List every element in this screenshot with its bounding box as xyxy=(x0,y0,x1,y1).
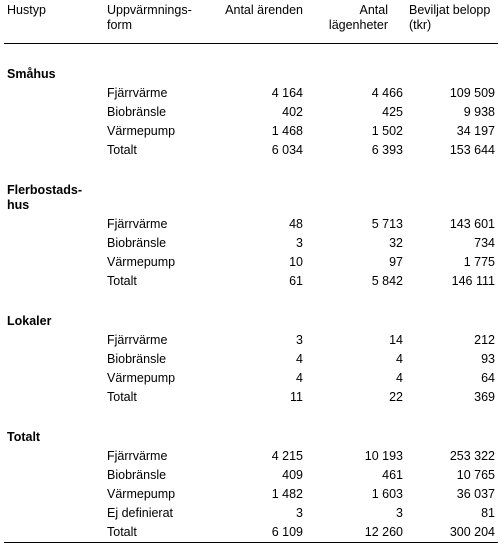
cell-arenden: 48 xyxy=(289,217,303,231)
cell-belopp: 1 775 xyxy=(463,255,495,269)
cell-empty xyxy=(4,504,104,523)
cell-empty xyxy=(4,234,104,253)
cell-belopp: 34 197 xyxy=(456,124,495,138)
cell-belopp: 9 938 xyxy=(463,105,495,119)
cell-lagenheter: 3 xyxy=(396,506,403,520)
cell-form: Totalt xyxy=(104,523,216,543)
header-lagenheter: Antal lägenheter xyxy=(306,0,406,44)
cell-belopp: 253 322 xyxy=(449,449,495,463)
cell-arenden: 4 164 xyxy=(271,86,303,100)
table-row xyxy=(4,523,498,543)
cell-belopp: 369 xyxy=(474,390,495,404)
cell-arenden: 6 109 xyxy=(216,523,306,543)
table-row xyxy=(4,215,498,234)
cell-arenden: 4 xyxy=(296,352,303,366)
group-name: Lokaler xyxy=(7,314,52,328)
header-row xyxy=(4,0,498,44)
cell-lagenheter: 1 502 xyxy=(371,124,403,138)
spacer-row xyxy=(4,44,498,65)
cell-lagenheter: 5 713 xyxy=(371,217,403,231)
cell-belopp: 109 509 xyxy=(449,86,495,100)
header-form: Uppvärmnings- form xyxy=(104,0,216,44)
cell-lagenheter: 5 842 xyxy=(371,274,403,288)
cell-empty xyxy=(4,272,104,291)
cell-form: Totalt xyxy=(107,390,137,404)
cell-arenden: 4 215 xyxy=(271,449,303,463)
group-row xyxy=(4,427,498,447)
cell-empty xyxy=(4,485,104,504)
cell-form: Värmepump xyxy=(107,124,176,138)
cell-form: Totalt xyxy=(107,143,137,157)
cell-empty xyxy=(4,369,104,388)
cell-empty xyxy=(4,523,104,543)
table-row xyxy=(4,141,498,160)
header-arenden: Antal ärenden xyxy=(216,0,306,44)
cell-form: Fjärrvärme xyxy=(107,449,168,463)
cell-empty xyxy=(4,447,104,466)
spacer-row xyxy=(4,160,498,180)
cell-belopp: 36 037 xyxy=(456,487,495,501)
cell-empty xyxy=(4,122,104,141)
cell-form: Biobränsle xyxy=(107,236,167,250)
group-row xyxy=(4,64,498,84)
cell-form: Ej definierat xyxy=(107,506,174,520)
cell-belopp: 734 xyxy=(474,236,495,250)
cell-empty xyxy=(4,253,104,272)
cell-arenden: 6 034 xyxy=(271,143,303,157)
cell-empty xyxy=(4,84,104,103)
table-body xyxy=(4,44,498,543)
table-row xyxy=(4,84,498,103)
cell-empty xyxy=(4,141,104,160)
cell-lagenheter: 97 xyxy=(389,255,403,269)
cell-arenden: 10 xyxy=(289,255,303,269)
cell-lagenheter: 6 393 xyxy=(371,143,403,157)
table-row xyxy=(4,331,498,350)
cell-arenden: 409 xyxy=(282,468,303,482)
table-row xyxy=(4,272,498,291)
cell-lagenheter: 32 xyxy=(389,236,403,250)
cell-lagenheter: 12 260 xyxy=(306,523,406,543)
cell-arenden: 11 xyxy=(290,390,303,404)
cell-lagenheter: 425 xyxy=(382,105,403,119)
cell-lagenheter: 4 xyxy=(396,371,403,385)
cell-lagenheter: 4 466 xyxy=(371,86,403,100)
cell-form: Fjärrvärme xyxy=(107,333,168,347)
cell-form: Fjärrvärme xyxy=(107,217,168,231)
cell-arenden: 61 xyxy=(289,274,303,288)
cell-arenden: 1 468 xyxy=(271,124,303,138)
cell-belopp: 300 204 xyxy=(406,523,498,543)
cell-belopp: 146 111 xyxy=(451,274,495,288)
cell-lagenheter: 10 193 xyxy=(364,449,403,463)
table-row xyxy=(4,466,498,485)
cell-belopp: 64 xyxy=(481,371,495,385)
cell-form: Biobränsle xyxy=(107,468,167,482)
cell-arenden: 3 xyxy=(296,333,303,347)
cell-empty xyxy=(4,215,104,234)
table-row xyxy=(4,485,498,504)
cell-lagenheter: 1 603 xyxy=(371,487,403,501)
table-row xyxy=(4,122,498,141)
group-name: Totalt xyxy=(7,430,41,444)
group-name: Småhus xyxy=(7,67,56,81)
spacer-row xyxy=(4,407,498,427)
table-row xyxy=(4,350,498,369)
cell-belopp: 212 xyxy=(474,333,495,347)
cell-form: Fjärrvärme xyxy=(107,86,168,100)
cell-empty xyxy=(4,350,104,369)
cell-lagenheter: 22 xyxy=(389,390,403,404)
cell-belopp: 93 xyxy=(481,352,495,366)
cell-belopp: 81 xyxy=(481,506,495,520)
cell-empty xyxy=(4,103,104,122)
cell-arenden: 4 xyxy=(296,371,303,385)
cell-arenden: 3 xyxy=(296,506,303,520)
statistics-table xyxy=(4,0,498,543)
cell-arenden: 1 482 xyxy=(271,487,303,501)
cell-lagenheter: 461 xyxy=(382,468,403,482)
table-row xyxy=(4,504,498,523)
table-row xyxy=(4,234,498,253)
header-hustyp: Hustyp xyxy=(4,0,104,44)
cell-form: Totalt xyxy=(107,274,137,288)
cell-belopp: 153 644 xyxy=(449,143,495,157)
cell-belopp: 143 601 xyxy=(449,217,495,231)
table-row xyxy=(4,369,498,388)
table-row xyxy=(4,103,498,122)
cell-form: Värmepump xyxy=(107,255,176,269)
cell-lagenheter: 14 xyxy=(389,333,403,347)
cell-form: Biobränsle xyxy=(107,352,167,366)
cell-empty xyxy=(4,331,104,350)
cell-lagenheter: 4 xyxy=(396,352,403,366)
cell-form: Biobränsle xyxy=(107,105,167,119)
table-row xyxy=(4,253,498,272)
group-row xyxy=(4,180,498,215)
table-row xyxy=(4,447,498,466)
cell-form: Värmepump xyxy=(107,487,176,501)
cell-arenden: 402 xyxy=(282,105,303,119)
cell-empty xyxy=(4,466,104,485)
group-row xyxy=(4,311,498,331)
cell-form: Värmepump xyxy=(107,371,176,385)
cell-belopp: 10 765 xyxy=(456,468,495,482)
header-belopp: Beviljat belopp (tkr) xyxy=(406,0,498,44)
cell-empty xyxy=(4,388,104,407)
spacer-row xyxy=(4,291,498,311)
table-row xyxy=(4,388,498,407)
group-name: Flerbostads- hus xyxy=(7,183,83,212)
cell-arenden: 3 xyxy=(296,236,303,250)
